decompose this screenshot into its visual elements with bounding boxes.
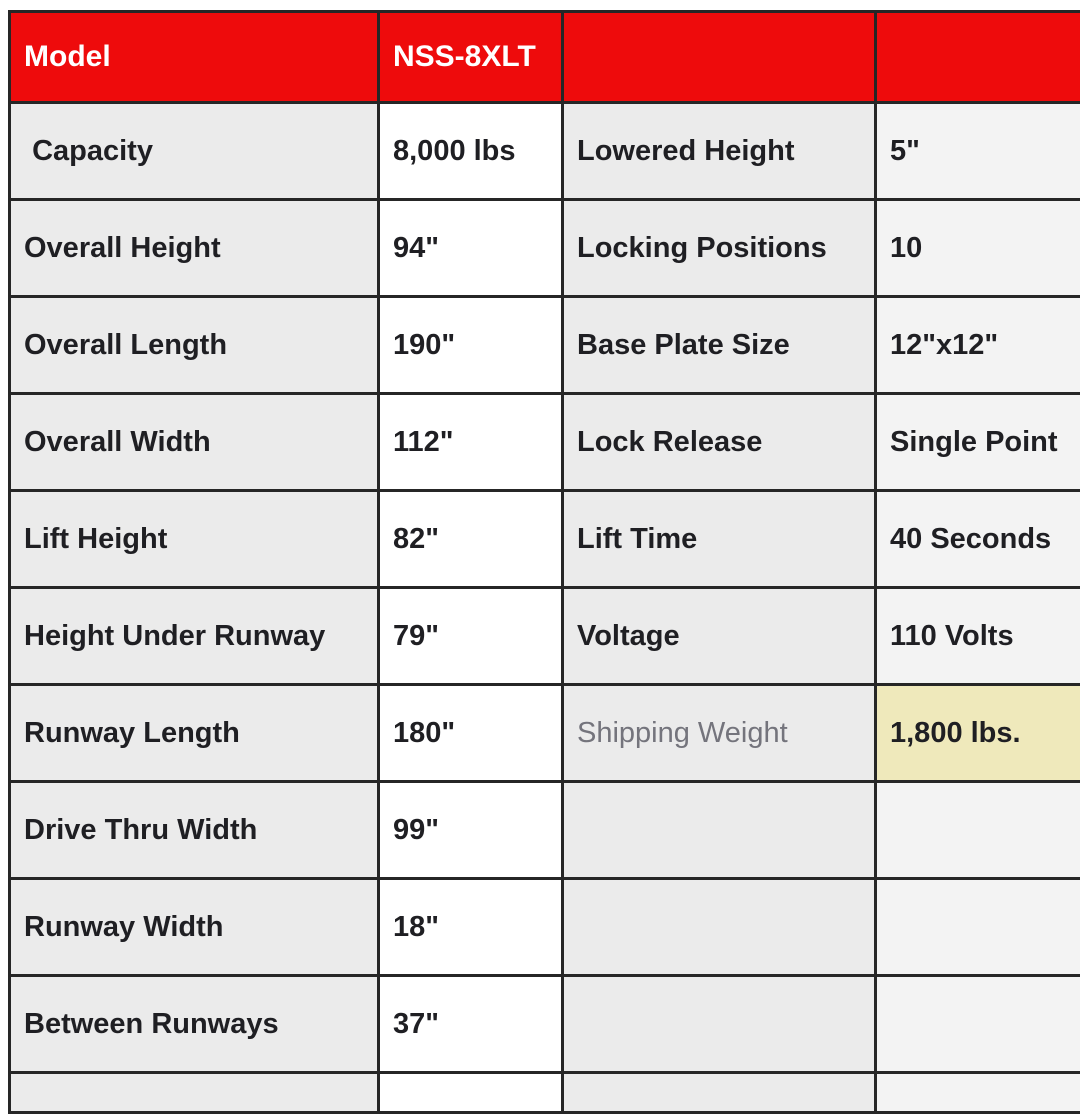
table-row xyxy=(10,297,1080,394)
empty-value-cell xyxy=(876,782,1080,879)
table-row xyxy=(10,200,1080,297)
header-empty-col3 xyxy=(563,12,876,103)
empty-label-cell xyxy=(563,782,876,879)
spec-value-lift-time: 40 Seconds xyxy=(876,491,1080,588)
spec-value-voltage: 110 Volts xyxy=(876,588,1080,685)
spec-table xyxy=(8,10,1080,1114)
table-row xyxy=(10,685,1080,782)
header-model-value: NSS-8XLT xyxy=(379,12,563,103)
spec-label-overall-length: Overall Length xyxy=(10,297,379,394)
empty-label-cell xyxy=(563,879,876,976)
table-row-partial xyxy=(10,1073,1080,1113)
spec-label-base-plate-size: Base Plate Size xyxy=(563,297,876,394)
empty-value-cell xyxy=(876,879,1080,976)
spec-label-overall-width: Overall Width xyxy=(10,394,379,491)
spec-label-voltage: Voltage xyxy=(563,588,876,685)
spec-value-locking-positions: 10 xyxy=(876,200,1080,297)
spec-value-runway-length: 180" xyxy=(379,685,563,782)
empty-label-cell xyxy=(10,1073,379,1113)
header-model-label: Model xyxy=(10,12,379,103)
spec-label-drive-thru-width: Drive Thru Width xyxy=(10,782,379,879)
table-row xyxy=(10,491,1080,588)
table-row xyxy=(10,976,1080,1073)
spec-label-lift-height: Lift Height xyxy=(10,491,379,588)
spec-value-lock-release: Single Point xyxy=(876,394,1080,491)
spec-label-lock-release: Lock Release xyxy=(563,394,876,491)
empty-label-cell xyxy=(563,976,876,1073)
spec-label-runway-width: Runway Width xyxy=(10,879,379,976)
spec-label-capacity: Capacity xyxy=(10,103,379,200)
table-row xyxy=(10,103,1080,200)
spec-label-lowered-height: Lowered Height xyxy=(563,103,876,200)
spec-label-overall-height: Overall Height xyxy=(10,200,379,297)
spec-label-height-under-runway: Height Under Runway xyxy=(10,588,379,685)
spec-label-shipping-weight: Shipping Weight xyxy=(563,685,876,782)
table-row xyxy=(10,588,1080,685)
table-row xyxy=(10,782,1080,879)
spec-value-between-runways: 37" xyxy=(379,976,563,1073)
spec-label-lift-time: Lift Time xyxy=(563,491,876,588)
spec-value-lift-height: 82" xyxy=(379,491,563,588)
empty-value-cell xyxy=(379,1073,563,1113)
spec-label-between-runways: Between Runways xyxy=(10,976,379,1073)
spec-value-overall-length: 190" xyxy=(379,297,563,394)
empty-value-cell xyxy=(876,1073,1080,1113)
spec-value-capacity: 8,000 lbs xyxy=(379,103,563,200)
spec-value-lowered-height: 5" xyxy=(876,103,1080,200)
table-row xyxy=(10,394,1080,491)
empty-value-cell xyxy=(876,976,1080,1073)
table-header-row xyxy=(10,12,1080,103)
spec-label-runway-length: Runway Length xyxy=(10,685,379,782)
spec-label-locking-positions: Locking Positions xyxy=(563,200,876,297)
header-empty-col4 xyxy=(876,12,1080,103)
spec-value-base-plate-size: 12"x12" xyxy=(876,297,1080,394)
spec-value-runway-width: 18" xyxy=(379,879,563,976)
spec-value-shipping-weight: 1,800 lbs. xyxy=(876,685,1080,782)
spec-value-overall-height: 94" xyxy=(379,200,563,297)
empty-label-cell xyxy=(563,1073,876,1113)
spec-value-overall-width: 112" xyxy=(379,394,563,491)
spec-value-drive-thru-width: 99" xyxy=(379,782,563,879)
table-row xyxy=(10,879,1080,976)
spec-value-height-under-runway: 79" xyxy=(379,588,563,685)
